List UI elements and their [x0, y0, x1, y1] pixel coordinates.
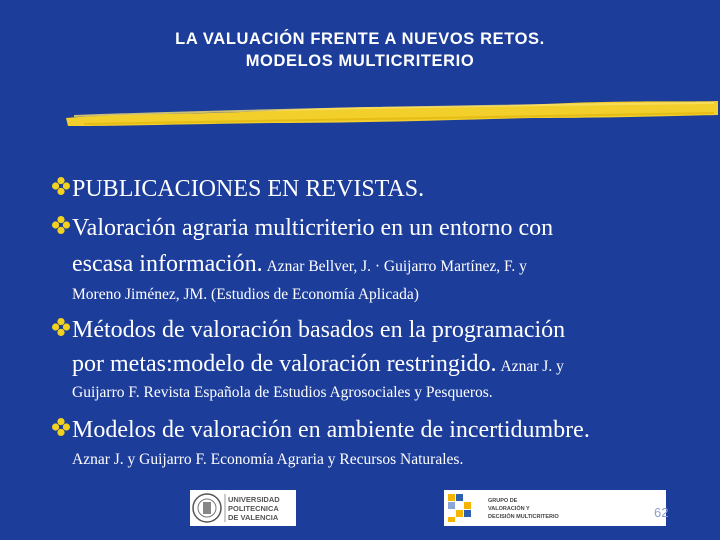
research-group-logo	[444, 490, 669, 526]
bullet-text: Valoración agraria multicriterio en un entorno con	[72, 215, 554, 241]
item-3-line-2-title: por metas:modelo de valoración restringido.	[72, 351, 497, 377]
upv-name-line-3: DE VALENCIA	[228, 513, 279, 522]
title-line-1: LA VALUACIÓN FRENTE A NUEVOS RETOS.	[175, 30, 545, 48]
diamond-flower-bullet-icon	[52, 318, 70, 336]
item-2-line-2-title: escasa información.	[72, 251, 263, 277]
group-name-line-3: DECISIÓN MULTICRITERIO	[488, 514, 559, 520]
group-blocks-icon	[444, 490, 669, 526]
upv-name-line-1: UNIVERSIDAD	[228, 495, 280, 504]
bullet-text: Modelos de valoración en ambiente de incertidumbre.	[72, 417, 590, 443]
item-3-line-2-authors: Aznar J. y	[500, 358, 564, 375]
item-2-line-2-authors: Aznar Bellver, J. · Guijarro Martínez, F. y	[266, 258, 527, 275]
upv-name-line-2: POLITECNICA	[228, 504, 279, 513]
item-2-line-3-source: Moreno Jiménez, JM. (Estudios de Economía Aplicada)	[72, 286, 419, 303]
diamond-flower-bullet-icon	[52, 216, 70, 234]
item-3-line-3-source: Guijarro F. Revista Española de Estudios Agrosociales y Pesqueros.	[72, 384, 493, 401]
upv-seal-icon	[190, 490, 296, 526]
group-name-line-1: GRUPO DE	[488, 498, 518, 504]
group-name-line-2: VALORACIÓN Y	[488, 506, 530, 512]
diamond-flower-bullet-icon	[52, 177, 70, 195]
item-2-continuation	[72, 251, 527, 278]
yellow-brush-stroke	[64, 96, 720, 130]
item-3-continuation	[72, 351, 564, 378]
bullet-text: Métodos de valoración basados en la programación	[72, 317, 566, 343]
title-line-2: MODELOS MULTICRITERIO	[245, 52, 475, 70]
diamond-flower-bullet-icon	[52, 418, 70, 436]
bullet-text: PUBLICACIONES EN REVISTAS.	[72, 176, 425, 202]
page-number: 62	[654, 505, 669, 520]
slide-title	[0, 28, 720, 72]
upv-logo	[190, 490, 296, 526]
item-4-line-2-source: Aznar J. y Guijarro F. Economía Agraria y Recursos Naturales.	[72, 451, 464, 468]
